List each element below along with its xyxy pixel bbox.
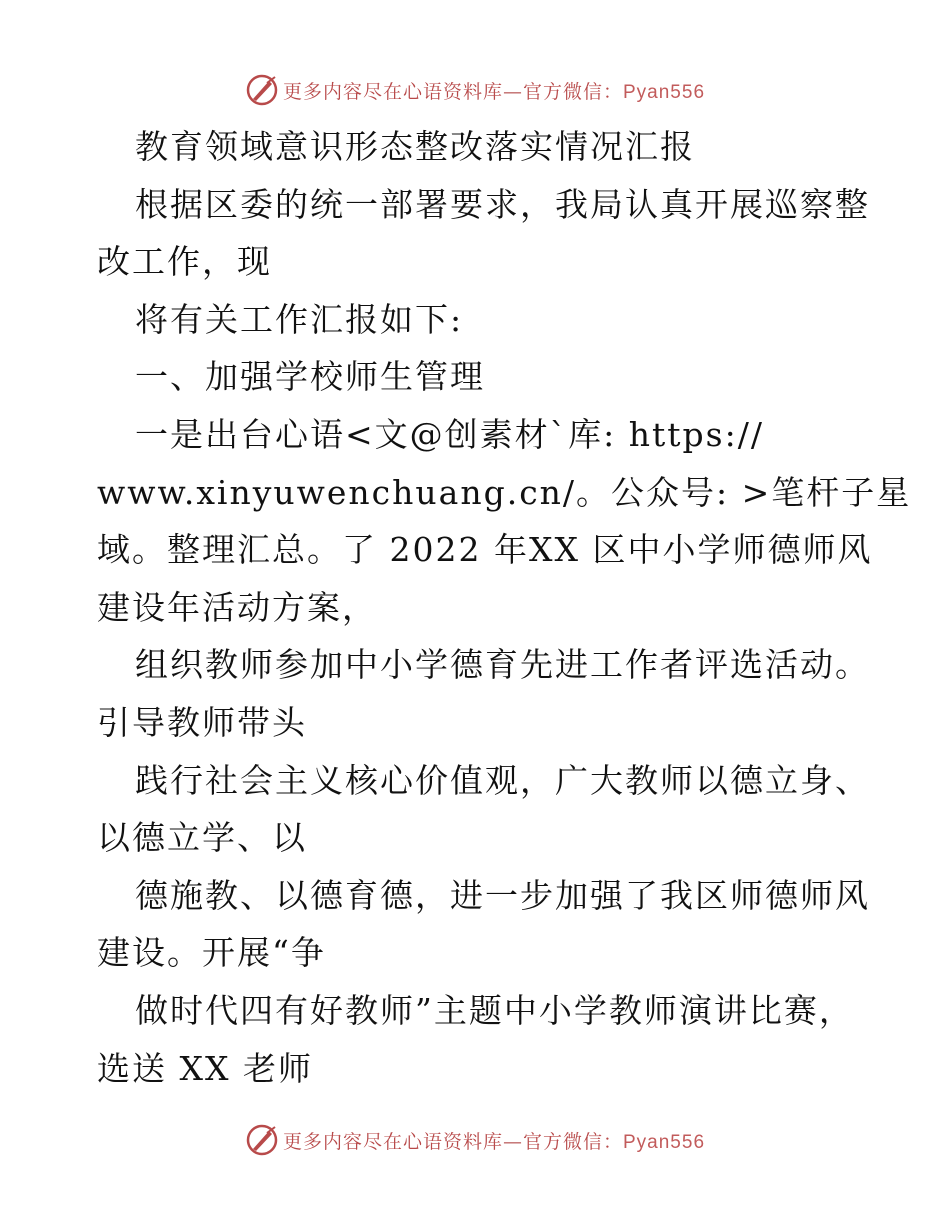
watermark-separator: — [502,1130,523,1153]
document-line: 建设年活动方案， [97,587,377,627]
document-line: 域。整理汇总。了 2022 年XX 区中小学师德师风 [97,530,873,570]
watermark-wechat-id: Pyan556 [623,81,706,103]
watermark-separator: — [502,80,523,103]
document-line: 践行社会主义核心价值观，广大教师以德立身、 [135,760,870,800]
watermark-text [283,1127,705,1154]
section-heading: 一、加强学校师生管理 [135,357,485,397]
footer-watermark [0,1120,950,1160]
document-line: 选送 XX 老师 [97,1048,313,1088]
document-line: 组织教师参加中小学德育先进工作者评选活动。 [135,645,870,685]
watermark-text [283,77,705,104]
document-line: 以德立学、以 [97,818,307,858]
quill-logo-icon [245,73,279,107]
document-line: 德施教、以德育德，进一步加强了我区师德师风 [135,875,870,915]
document-body [97,118,912,1097]
document-line: 将有关工作汇报如下: [135,299,464,339]
watermark-site-text: 更多内容尽在心语资料库 [282,80,503,103]
header-watermark [0,70,950,110]
document-line: 改工作，现 [97,242,272,282]
document-line: 建设。开展“争 [97,933,326,973]
document-line: 做时代四有好教师”主题中小学教师演讲比赛， [135,990,854,1030]
document-line: 教育领域意识形态整改落实情况汇报 [135,127,695,166]
document-line: 根据区委的统一部署要求，我局认真开展巡察整 [135,184,870,224]
document-line: 引导教师带头 [97,702,307,742]
quill-logo-icon [245,1123,279,1157]
document-line: www.xinyuwenchuang.cn/。公众号: >笔杆子星 [97,472,912,512]
watermark-wechat-label: 官方微信： [522,80,623,103]
watermark-wechat-label: 官方微信： [522,1130,623,1153]
watermark-wechat-id: Pyan556 [623,1131,706,1153]
watermark-site-text: 更多内容尽在心语资料库 [282,1130,503,1153]
document-line: 一是出台心语<文@创素材`库: https:// [135,414,764,454]
